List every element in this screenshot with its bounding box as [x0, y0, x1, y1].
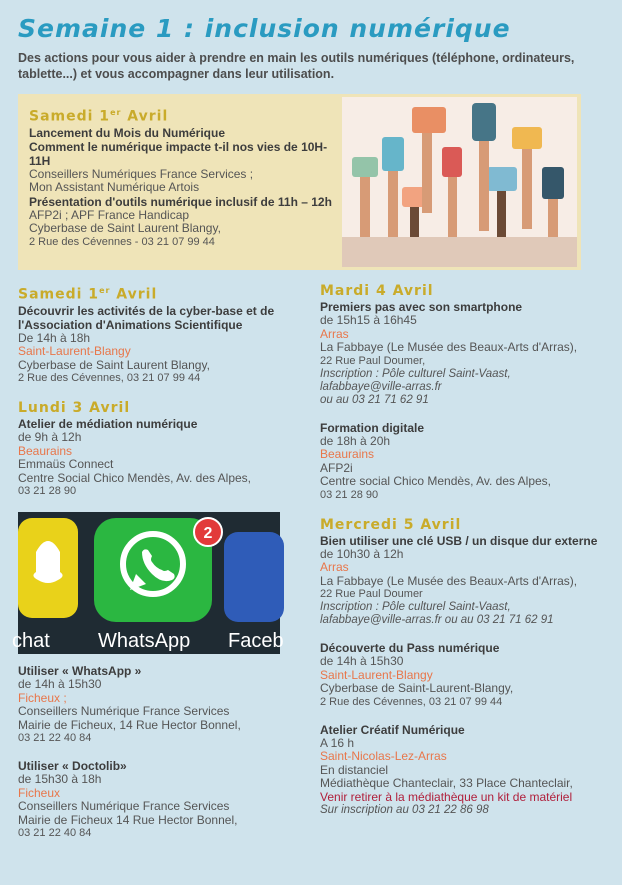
event-line-city: Beaurains	[320, 447, 375, 461]
hands-illustration-icon	[342, 97, 577, 267]
event-line-city: Saint-Laurent-Blangy	[18, 344, 131, 359]
event-line-addr: 03 21 22 40 84	[18, 827, 92, 840]
highlight-lines	[29, 126, 339, 249]
event-line-addr: 2 Rue des Cévennes, 03 21 07 99 44	[18, 372, 201, 385]
event-line-txt: de 9h à 12h	[18, 430, 82, 445]
event-line-txt: Emmaüs Connect	[18, 457, 114, 472]
event-line-evt: Lancement du Mois du Numérique	[29, 125, 226, 140]
day-sup: er	[110, 108, 122, 117]
event-line-txt: de 15h30 à 18h	[18, 772, 102, 787]
day-label: Samedi 1	[18, 286, 100, 303]
hands-devices-illustration	[342, 97, 577, 267]
day-heading	[320, 282, 610, 300]
left-blocks	[18, 282, 308, 498]
event-line-txt: Centre social Chico Mendès, Av. des Alpes,	[320, 474, 552, 488]
event-line-txt: AFP2i ; APF France Handicap	[29, 207, 190, 222]
notification-badge: 2	[203, 525, 213, 543]
event-line-txt: De 14h à 18h	[18, 330, 91, 345]
day-label: Lundi 3 Avril	[18, 400, 131, 417]
event-line-txt: Médiathèque Chanteclair, 33 Place Chanteclair,	[320, 776, 573, 790]
event-line-city: Saint-Nicolas-Lez-Arras	[320, 749, 447, 763]
page-title: Semaine 1 : inclusion numérique	[18, 14, 511, 43]
event-line-addr: 03 21 22 40 84	[18, 732, 92, 745]
day-heading	[18, 282, 308, 304]
event-line-txt: Mon Assistant Numérique Artois	[29, 180, 200, 195]
event-line-evt: Présentation d'outils numérique inclusif de 11h – 12h	[29, 194, 332, 209]
event-line-txt: Centre Social Chico Mendès, Av. des Alpes,	[18, 470, 252, 485]
event-line-evt: Découvrir les activités de la cyber-base et de l'Association d'Animations Scientifique	[18, 303, 275, 332]
event-line-txt: La Fabbaye (Le Musée des Beaux-Arts d'Arras),	[320, 340, 578, 354]
event-line-evt: Utiliser « Doctolib»	[18, 759, 127, 774]
event-line-txt: de 18h à 20h	[320, 433, 391, 448]
day-label: Mardi 4 Avril	[320, 283, 434, 299]
intro-text: Des actions pour vous aider à prendre en main les outils numériques (téléphone, ordinateurs, tablette...) et vous accompagner dans leur utilisation.	[18, 51, 575, 81]
event-line-city: Ficheux	[18, 785, 61, 800]
event-line-city: Ficheux ;	[18, 690, 67, 705]
event-line-txt: AFP2i	[320, 460, 353, 475]
right-column	[320, 282, 610, 831]
day-heading	[18, 399, 308, 417]
day-rest: Avril	[110, 286, 158, 303]
event-line-txt: Mairie de Ficheux 14 Rue Hector Bonnel,	[18, 812, 238, 827]
event-line-addr: 2 Rue des Cévennes, 03 21 07 99 44	[320, 695, 503, 708]
event-line-evt: Bien utiliser une clé USB / un disque dur externe	[320, 533, 598, 548]
event-line-addr: 22 Rue Paul Doumer	[320, 588, 423, 600]
event-line-red: Venir retirer à la médiathèque un kit de matériel	[320, 789, 573, 804]
event-block	[320, 641, 610, 709]
event-line-ital: Inscription : Pôle culturel Saint-Vaast,	[320, 601, 511, 613]
event-line-evt: Découverte du Pass numérique	[320, 641, 500, 655]
photo-label-facebook: Faceb	[228, 630, 284, 653]
event-line-city: Saint-Laurent-Blangy	[320, 667, 433, 682]
left-column	[12, 282, 308, 854]
whatsapp-app-icon	[12, 512, 284, 654]
photo-label-whatsapp: WhatsApp	[98, 630, 191, 653]
event-line-addr: 03 21 28 90	[18, 485, 77, 498]
event-line-txt: Mairie de Ficheux, 14 Rue Hector Bonnel,	[18, 717, 241, 732]
event-line-evt: Comment le numérique impacte t-il nos vies de 10H-11H	[29, 139, 328, 168]
highlight-box	[18, 94, 581, 270]
event-block	[18, 399, 308, 498]
event-line-addr: 22 Rue Paul Doumer,	[320, 354, 426, 367]
event-line-txt: de 15h15 à 16h45	[320, 313, 417, 327]
event-line-addr: 03 21 28 90	[320, 488, 379, 501]
day-rest: Avril	[121, 108, 169, 125]
event-line-ital: Inscription : Pôle culturel Saint-Vaast,	[320, 367, 511, 380]
whatsapp-photo	[12, 512, 284, 654]
event-block	[18, 282, 308, 385]
event-line-city: Beaurains	[18, 443, 73, 458]
day-label: Mercredi 5 Avril	[320, 516, 462, 533]
event-block	[18, 664, 308, 745]
event-line-txt: Conseillers Numérique France Services	[18, 799, 230, 814]
right-blocks	[320, 282, 610, 817]
event-line-txt: Cyberbase de Saint Laurent Blangy,	[18, 357, 210, 372]
event-line-evt: Formation digitale	[320, 420, 425, 435]
highlight-content	[29, 104, 339, 249]
event-block	[320, 723, 610, 818]
event-line-txt: La Fabbaye (Le Musée des Beaux-Arts d'Arras),	[320, 573, 578, 588]
photo-label-chat: chat	[12, 630, 50, 653]
event-block	[320, 282, 610, 407]
event-line-addr: 2 Rue des Cévennes - 03 21 07 99 44	[29, 235, 215, 248]
event-line-evt: Utiliser « WhatsApp »	[18, 664, 142, 679]
event-block	[320, 421, 610, 502]
event-line-city: Arras	[320, 326, 349, 341]
event-line-txt: Conseillers Numérique France Services	[18, 704, 230, 719]
event-line-evt: Premiers pas avec son smartphone	[320, 300, 523, 314]
event-line-txt: En distanciel	[320, 762, 389, 777]
event-line-txt: de 10h30 à 12h	[320, 546, 404, 561]
event-line-ital: lafabbaye@ville-arras.fr ou au 03 21 71 62 91	[320, 614, 554, 626]
event-line-evt: Atelier de médiation numérique	[18, 417, 198, 432]
event-line-ital: lafabbaye@ville-arras.fr	[320, 380, 442, 393]
event-line-ital: Sur inscription au 03 21 22 86 98	[320, 804, 489, 816]
event-block	[320, 516, 610, 628]
event-line-evt: Atelier Créatif Numérique	[320, 722, 465, 737]
event-block	[18, 759, 308, 840]
event-line-ital: ou au 03 21 71 62 91	[320, 393, 429, 406]
event-line-city: Arras	[320, 560, 349, 574]
day-sup: er	[99, 286, 111, 295]
day-heading	[320, 516, 610, 534]
day-label: Samedi 1	[29, 108, 111, 125]
event-line-txt: de 14h à 15h30	[18, 677, 102, 692]
event-line-txt: Cyberbase de Saint-Laurent-Blangy,	[320, 681, 514, 695]
event-line-txt: A 16 h	[320, 735, 355, 750]
event-line-txt: Conseillers Numériques France Services ;	[29, 166, 254, 181]
event-line-txt: Cyberbase de Saint Laurent Blangy,	[29, 221, 221, 236]
event-line-txt: de 14h à 15h30	[320, 654, 404, 668]
left-bottom-blocks	[18, 664, 308, 840]
highlight-day	[29, 104, 339, 126]
